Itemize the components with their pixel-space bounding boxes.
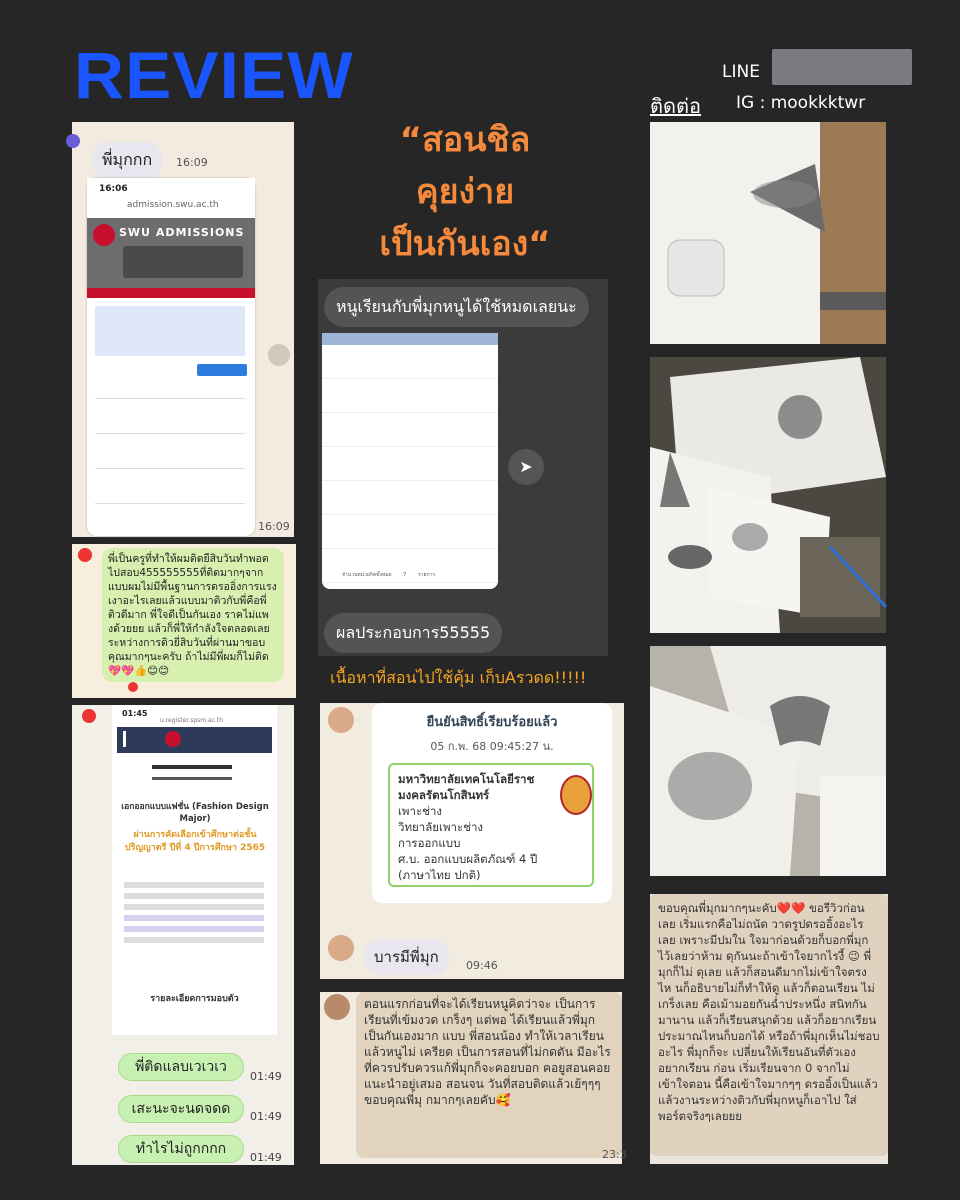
total-label: จำนวนหน่วยกิตทั้งหมด xyxy=(342,572,392,578)
drawing-photo-hairdryer xyxy=(650,646,886,876)
review-card-drawing xyxy=(650,894,888,1164)
phone-screenshot xyxy=(87,178,255,536)
message-time: 23:3 xyxy=(602,1148,627,1161)
url-bar: u.register.spsm.ac.th xyxy=(160,717,224,724)
info-box xyxy=(95,306,245,356)
avatar xyxy=(78,548,92,562)
message-time: 16:09 xyxy=(258,520,290,533)
table-row xyxy=(322,345,498,379)
status-time: 01:45 xyxy=(122,709,148,718)
total-row xyxy=(342,571,435,579)
review-card-rmutr xyxy=(320,703,624,979)
avatar xyxy=(324,994,350,1020)
instagram-handle[interactable]: IG : mookkktwr xyxy=(736,93,866,113)
subtitle: เนื้อหาที่สอนไปใช้คุ้ม เก็บAรวดด!!!!! xyxy=(330,668,587,687)
major-name: เอกออกแบบแฟชั่น (Fashion Design Major) xyxy=(121,802,269,824)
reaction-icon xyxy=(128,682,138,692)
confirmation-card xyxy=(372,703,612,903)
review-card-grades xyxy=(318,279,608,656)
brand-name: SWU ADMISSIONS xyxy=(119,226,245,239)
confirmation-heading: ยืนยันสิทธิ์เรียบร้อยแล้ว xyxy=(426,715,558,730)
review-card-strict xyxy=(320,992,627,1164)
still-life-drawing-icon xyxy=(650,357,886,633)
chat-bubble-1: พี่ติดแลบเวเวเว xyxy=(118,1053,244,1081)
avatar xyxy=(66,134,80,148)
send-icon[interactable]: ➤ xyxy=(508,449,544,485)
chat-bubble-2: เสะนะจะนดจดด xyxy=(118,1095,244,1123)
line-id-redacted xyxy=(772,49,912,85)
table-row xyxy=(322,515,498,549)
contact-label[interactable]: ติดต่อ xyxy=(650,94,701,118)
admission-result: ผ่านการคัดเลือกเข้าศึกษาต่อชั้นปริญญาตรี ปีที่ 4 ปีการศึกษา 2565 xyxy=(124,830,266,853)
name-bubble: พี่มุกกก xyxy=(92,142,162,179)
table-row xyxy=(322,447,498,481)
chat-bubble: บารมีพี่มุก xyxy=(364,939,449,975)
confirmation-date: 05 ก.พ. 68 09:45:27 น. xyxy=(430,740,554,753)
review-card-green-message xyxy=(72,544,296,698)
university-logo-icon xyxy=(165,731,181,747)
redacted-name xyxy=(152,765,232,769)
degree: ศ.บ. ออกแบบผลิตภัณฑ์ 4 ปี xyxy=(398,852,538,866)
menu-bar xyxy=(87,288,255,298)
top-message-bubble: หนูเรียนกับพี่มุกหนูได้ใช้หมดเลยนะ xyxy=(324,287,589,327)
instructions-text xyxy=(124,877,264,967)
admission-banner xyxy=(87,218,255,288)
message-time: 09:46 xyxy=(466,959,498,972)
status-bar xyxy=(87,178,255,218)
total-value: 7 xyxy=(403,572,407,578)
college: วิทยาลัยเพาะช่าง xyxy=(398,820,484,834)
table-row xyxy=(322,413,498,447)
university-header xyxy=(117,727,272,753)
university-name: มหาวิทยาลัยเทคโนโลยีราชมงคลรัตนโกสินทร์ xyxy=(398,772,535,802)
swu-logo-icon xyxy=(93,224,115,246)
language: (ภาษาไทย ปกติ) xyxy=(398,868,481,882)
quote-line-3: เป็นกันเอง“ xyxy=(379,224,551,264)
quote-line-2: คุยง่าย xyxy=(415,172,515,212)
quote-line-1: “สอนชิล xyxy=(399,120,531,160)
program-box xyxy=(388,763,594,887)
review-message: พี่เป็นครูที่ทำให้ผมติดยืสิบวันทำพอต ไปสอบ455555555ที่ติดมากๆจาก แบบผมไม่มีพื้นฐานการดรออิ่งการแรง เงาอะไรเลยแล้วแบบมาติวกับพี่คือพี่ ติวดีมาก พี่ใจดีเป็นกันเอง ราคไม่แพ งด้วยยย แล้วก็พี่ให้กำลังใจตลอดเลย ระหว่างการติวยี่สิบวันที่ผ่านมาขอบ คุณมากๆนะครับ ถ้าไม่มีพี่ผมก็ไม่ติด 💖💖👍😊😊 xyxy=(102,548,284,682)
drawing-photo-still-life xyxy=(650,357,886,633)
message-time: 16:09 xyxy=(176,156,208,169)
table-row xyxy=(322,379,498,413)
status-table xyxy=(95,398,245,534)
course-table-screenshot xyxy=(322,333,498,589)
review-message: ตอนแรกก่อนที่จะได้เรียนหนูคิดว่าจะ เป็นการเรียนที่เข้มงวด เกร็งๆ แต่พอ ได้เรียนแล้วพี่มุกเป็นกันเองมาก แบบ พี่สอนน้อง ทำให้เวลาเรียนแล้วหนูไม่ เครียด เป็นการสอนที่ไม่กดดัน มีอะไร ที่ควรปรับควรแก้พี่มุกก็จะคอยบอก คอยูสอนคอยแนะนำอยู่เสมอ สอนจน วันที่สอบติดแล้วเย้ๆๆๆ ขอบคุณพี่มุ กมากๆเลยคับ🥰 xyxy=(356,992,622,1158)
drawing-photo-cone xyxy=(650,122,886,344)
review-message: ขอบคุณพี่มุกมากๆนะคับ❤️❤️ ขอรีวิวก่อนเลย เริ่มแรกคือไม่ถนัด วาดรูปดรออิ้งอะไรเลย เพราะมีปมใน ใจมาก่อนด้วยก็บอกพี่มุกไว้เลยว่าห้าม ดุกันนะถ้าเข้าใจยากไรงี้ 😉 พี่มุกก็ไม่ ดุเลย แล้วก็สอนดีมากไม่เข้าใจตรงไห นก็อธิบายไม่ก็ทำให้ดู แล้วก็ตอนเรียน ไม่เกร็งเลย คือเม้ามอยกันฉ่ำประหนึ่ง สนิทกันมานาน แล้วก็เรียนสนุกด้วย แล้วก็อยากเรียนประมาณไหนก็บอกได้ หรือถ้าพี่มุกเห็นไม่ชอบอะไร พี่มุกก็จะ เปลี่ยนให้เรียนอันที่ตัวเองอยากเรียน ก่อน เริ่มเรียนจาก 0 จากไม่เข้าใจตอน นี้คือเข้าใจมากๆๆ ดรออิ้งเป็นแล้ว แล้วงานระหว่างติวกับพี่มุกหนูก็เอาไป ใส่พอร์ตจริงๆเลยยย xyxy=(650,894,888,1156)
total-unit: รายการ xyxy=(418,572,436,578)
phone-screenshot xyxy=(112,705,277,1035)
avatar xyxy=(328,707,354,733)
share-icon[interactable] xyxy=(268,344,290,366)
notification-overlay xyxy=(123,246,243,278)
campus: เพาะช่าง xyxy=(398,804,443,818)
chat-bubble-3: ทำไรไม่ถูกกกก xyxy=(118,1135,244,1163)
quote xyxy=(330,114,600,270)
avatar xyxy=(82,709,96,723)
message-time: 01:49 xyxy=(250,1151,282,1164)
details-title: รายละเอียดการมอบตัว xyxy=(150,994,239,1004)
avatar xyxy=(328,935,354,961)
review-card-fashion xyxy=(72,705,294,1165)
info-button[interactable] xyxy=(197,364,247,376)
message-time: 01:49 xyxy=(250,1070,282,1083)
url-bar: admission.swu.ac.th xyxy=(127,200,219,210)
menu-icon[interactable] xyxy=(123,731,126,747)
status-time: 16:06 xyxy=(99,184,128,194)
review-card-swu xyxy=(72,122,294,537)
message-time: 01:49 xyxy=(250,1110,282,1123)
cone-drawing-icon xyxy=(650,122,886,344)
bottom-message-bubble: ผลประกอบการ55555 xyxy=(324,613,502,653)
review-title: REVIEW xyxy=(74,38,354,112)
redacted-id xyxy=(152,777,232,780)
line-label: LINE xyxy=(722,62,760,82)
university-seal-icon xyxy=(560,775,592,815)
table-row xyxy=(322,481,498,515)
program: การออกแบบ xyxy=(398,836,461,850)
hairdryer-drawing-icon xyxy=(650,646,886,876)
